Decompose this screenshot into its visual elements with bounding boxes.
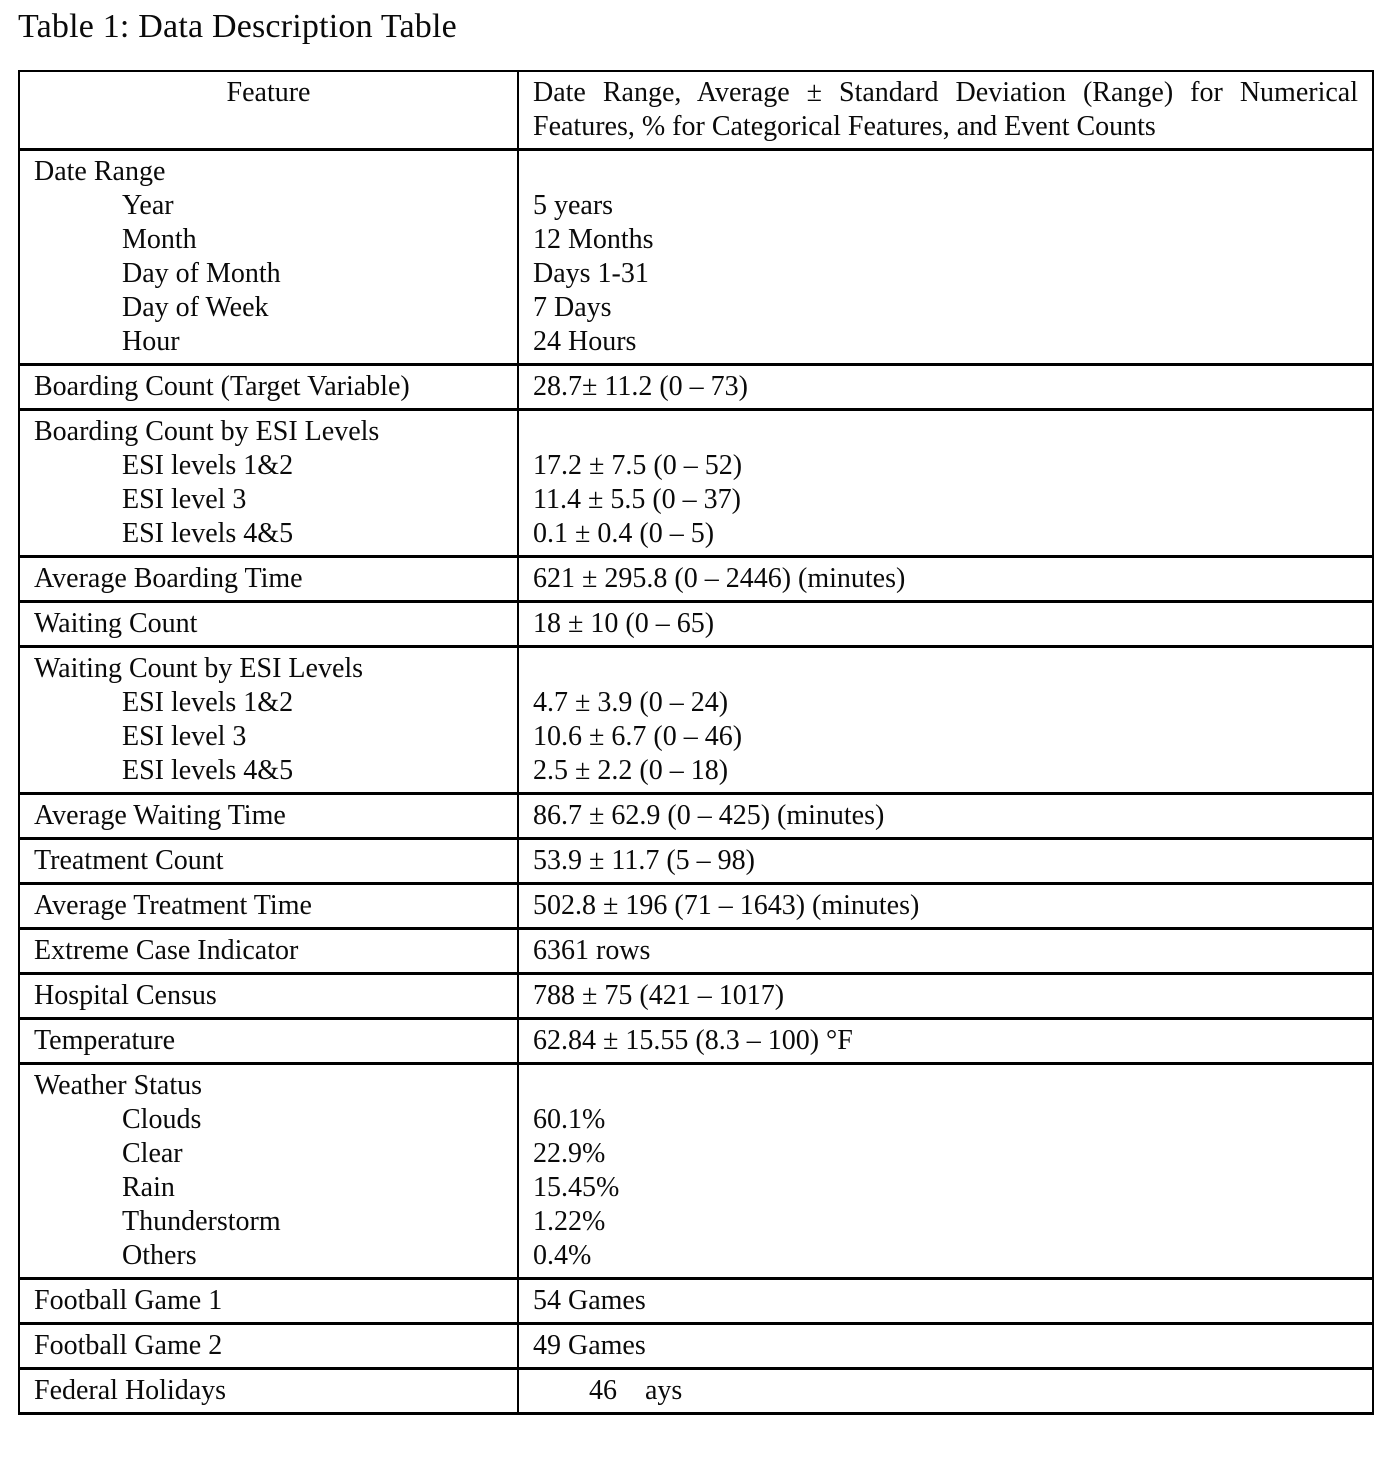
feature-cell: [19, 884, 518, 929]
feature-sub-label: ESI level 3: [122, 721, 247, 752]
feature-cell: [19, 150, 518, 365]
value-line: 11.4 ± 5.5 (0 – 37): [533, 484, 741, 515]
feature-label: Extreme Case Indicator: [34, 935, 299, 966]
table-row: [19, 1279, 1373, 1324]
value-line: 0.4%: [533, 1240, 592, 1271]
value-line: 12 Months: [533, 224, 654, 255]
feature-cell: [19, 647, 518, 794]
value-text: 46 ays: [533, 1375, 683, 1406]
value-cell: [518, 647, 1373, 794]
value-text: 621 ± 295.8 (0 – 2446) (minutes): [533, 563, 906, 594]
feature-sub-label: Year: [122, 190, 174, 221]
value-cell: [518, 1019, 1373, 1064]
table-row: [19, 1019, 1373, 1064]
table-body: [19, 150, 1373, 1414]
feature-cell: [19, 410, 518, 557]
feature-sub-label: Rain: [122, 1172, 175, 1203]
value-line: 10.6 ± 6.7 (0 – 46): [533, 721, 743, 752]
feature-sub-label: ESI levels 4&5: [122, 755, 294, 786]
feature-sub-label: ESI levels 4&5: [122, 518, 294, 549]
value-cell: [518, 557, 1373, 602]
value-line: 60.1%: [533, 1104, 606, 1135]
feature-label: Hospital Census: [34, 980, 217, 1011]
table-row: [19, 929, 1373, 974]
value-text: 49 Games: [533, 1330, 646, 1361]
value-text: 86.7 ± 62.9 (0 – 425) (minutes): [533, 800, 885, 831]
value-cell: [518, 365, 1373, 410]
feature-label: Average Waiting Time: [34, 800, 286, 831]
feature-sub-label: Thunderstorm: [122, 1206, 281, 1237]
value-line: 24 Hours: [533, 326, 637, 357]
feature-label: Football Game 1: [34, 1285, 223, 1316]
feature-cell: [19, 365, 518, 410]
feature-sub-label: Day of Week: [122, 292, 269, 323]
value-line: 15.45%: [533, 1172, 620, 1203]
table-row: [19, 647, 1373, 794]
feature-label: Average Treatment Time: [34, 890, 312, 921]
value-line: Days 1-31: [533, 258, 649, 289]
feature-label: Average Boarding Time: [34, 563, 303, 594]
table-row: [19, 410, 1373, 557]
table-row: [19, 839, 1373, 884]
value-cell: [518, 1369, 1373, 1414]
feature-cell: [19, 602, 518, 647]
feature-label: Weather Status: [34, 1070, 203, 1101]
value-text: 62.84 ± 15.55 (8.3 – 100) °F: [533, 1025, 853, 1056]
feature-label: Football Game 2: [34, 1330, 223, 1361]
value-cell: [518, 929, 1373, 974]
table-row: [19, 150, 1373, 365]
value-cell: [518, 1324, 1373, 1369]
value-cell: [518, 602, 1373, 647]
table-row: [19, 602, 1373, 647]
value-text: 502.8 ± 196 (71 – 1643) (minutes): [533, 890, 920, 921]
feature-cell: [19, 1019, 518, 1064]
feature-cell: [19, 1279, 518, 1324]
feature-sub-label: Clear: [122, 1138, 183, 1169]
feature-cell: [19, 794, 518, 839]
feature-cell: [19, 839, 518, 884]
feature-column-header: Feature: [19, 71, 518, 150]
feature-sub-label: Day of Month: [122, 258, 281, 289]
feature-sub-label: ESI levels 1&2: [122, 687, 294, 718]
feature-cell: [19, 557, 518, 602]
feature-sub-label: Clouds: [122, 1104, 202, 1135]
feature-cell: [19, 1064, 518, 1279]
table-caption: Table 1: Data Description Table: [18, 8, 457, 45]
feature-cell: [19, 974, 518, 1019]
feature-label: Date Range: [34, 156, 166, 187]
table-row: [19, 1369, 1373, 1414]
table-row: [19, 1324, 1373, 1369]
value-cell: [518, 884, 1373, 929]
value-line: 22.9%: [533, 1138, 606, 1169]
header-row: [19, 71, 1373, 150]
feature-cell: [19, 1369, 518, 1414]
value-text: 53.9 ± 11.7 (5 – 98): [533, 845, 755, 876]
feature-cell: [19, 929, 518, 974]
table-row: [19, 884, 1373, 929]
value-cell: [518, 794, 1373, 839]
value-line: 4.7 ± 3.9 (0 – 24): [533, 687, 729, 718]
feature-cell: [19, 1324, 518, 1369]
feature-sub-label: Hour: [122, 326, 180, 357]
value-cell: [518, 150, 1373, 365]
value-cell: [518, 1279, 1373, 1324]
value-text: 28.7± 11.2 (0 – 73): [533, 371, 748, 402]
value-line: 0.1 ± 0.4 (0 – 5): [533, 518, 715, 549]
value-text: 54 Games: [533, 1285, 646, 1316]
table-row: [19, 794, 1373, 839]
feature-label: Treatment Count: [34, 845, 224, 876]
feature-sub-label: Others: [122, 1240, 197, 1271]
feature-label: Temperature: [34, 1025, 176, 1056]
table-row: [19, 365, 1373, 410]
value-cell: [518, 1064, 1373, 1279]
feature-label: Waiting Count: [34, 608, 198, 639]
value-text: 18 ± 10 (0 – 65): [533, 608, 715, 639]
value-line: 5 years: [533, 190, 614, 221]
description-column-header: Date Range, Average ± Standard Deviation (Range) for Numerical Features, % for Categorical Features, and Event Counts: [518, 71, 1373, 150]
value-text: 788 ± 75 (421 – 1017): [533, 980, 785, 1011]
value-line: 17.2 ± 7.5 (0 – 52): [533, 450, 743, 481]
data-description-table: [18, 70, 1374, 1415]
value-line: 1.22%: [533, 1206, 606, 1237]
table-row: [19, 974, 1373, 1019]
feature-sub-label: Month: [122, 224, 197, 255]
feature-sub-label: ESI levels 1&2: [122, 450, 294, 481]
value-cell: [518, 410, 1373, 557]
feature-label: Boarding Count (Target Variable): [34, 371, 410, 402]
value-cell: [518, 974, 1373, 1019]
table-row: [19, 557, 1373, 602]
table-header: [19, 71, 1373, 150]
value-cell: [518, 839, 1373, 884]
value-line: 7 Days: [533, 292, 612, 323]
table-row: [19, 1064, 1373, 1279]
feature-sub-label: ESI level 3: [122, 484, 247, 515]
feature-label: Waiting Count by ESI Levels: [34, 653, 364, 684]
feature-label: Boarding Count by ESI Levels: [34, 416, 380, 447]
feature-label: Federal Holidays: [34, 1375, 227, 1406]
value-text: 6361 rows: [533, 935, 651, 966]
value-line: 2.5 ± 2.2 (0 – 18): [533, 755, 729, 786]
